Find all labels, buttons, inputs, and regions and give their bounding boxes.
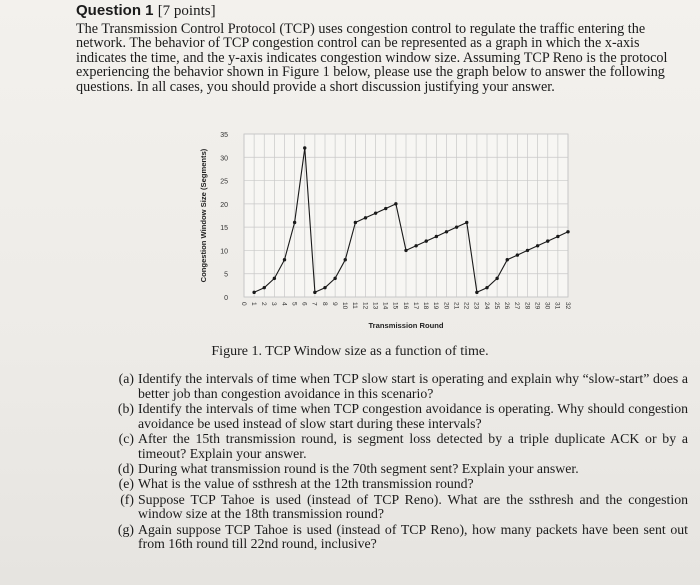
question-text: What is the value of ssthresh at the 12th transmission round? [138,476,474,492]
data-point [526,249,529,252]
question-item [104,402,688,431]
x-tick-label: 17 [411,302,419,310]
data-point [506,258,509,261]
x-tick-label: 26 [503,302,511,310]
question-item [104,432,688,461]
x-tick-label: 16 [401,302,409,310]
data-point [435,235,438,238]
data-point [303,146,306,149]
question-label: (f) [120,491,134,507]
data-point [465,221,468,224]
question-item [104,477,688,492]
data-point [485,286,488,289]
data-point [273,277,276,280]
y-tick-label: 25 [220,178,228,186]
question-points: [7 points] [157,3,216,19]
x-tick-label: 11 [351,302,359,309]
question-text: Suppose TCP Tahoe is used (instead of TCP Reno). What are the ssthresh and the congestion window size at the 18th transmission round? [138,491,688,522]
question-label: (b) [117,400,134,416]
data-point [344,258,347,261]
y-tick-label: 15 [220,225,228,233]
question-title: Question 1 [76,2,154,19]
data-point [364,216,367,219]
question-item [104,493,688,522]
data-point [374,211,377,214]
x-tick-label: 32 [563,302,571,310]
y-axis-title: Congestion Window Size (Segments) [199,148,208,283]
congestion-window-chart [196,120,576,335]
x-tick-label: 2 [260,302,268,306]
x-tick-label: 30 [543,302,551,310]
question-item [104,523,688,552]
question-label: (c) [118,430,134,446]
x-tick-label: 18 [422,302,430,310]
data-point [445,230,448,233]
x-tick-label: 6 [300,302,308,306]
data-point [495,277,498,280]
question-item [104,372,688,401]
data-point [414,244,417,247]
x-tick-label: 15 [391,302,399,310]
y-tick-label: 5 [224,271,228,279]
x-tick-label: 19 [432,302,440,310]
x-tick-label: 12 [361,302,369,310]
question-heading [76,2,216,20]
x-tick-label: 7 [310,302,318,306]
question-intro: The Transmission Control Protocol (TCP) uses congestion control to regulate the traffic entering the network. The behavior of TCP congestion control can be represented as a graph in which the x-axis indicates the time, and the y-axis indicates congestion window size. Assuming TCP Reno is the protocol experiencing the behavior shown in Figure 1 below, please use the graph below to answer the following questions. In all cases, you should provide a short discussion justifying your answer. [76,21,668,95]
x-tick-label: 0 [239,302,247,306]
data-point [394,202,397,205]
question-list [104,372,688,553]
data-point [293,221,296,224]
y-tick-label: 30 [220,155,228,163]
x-tick-label: 4 [280,302,288,306]
data-point [323,286,326,289]
data-point [475,291,478,294]
data-point [313,291,316,294]
x-tick-label: 9 [330,302,338,306]
y-tick-label: 35 [220,132,228,139]
data-point [546,239,549,242]
x-tick-label: 22 [462,302,470,310]
x-tick-label: 31 [553,302,561,310]
x-tick-label: 8 [320,302,328,306]
question-label: (d) [117,460,134,476]
data-point [283,258,286,261]
question-text: After the 15th transmission round, is segment loss detected by a triple duplicate ACK or by a timeout? Explain your answer. [138,430,688,461]
x-tick-label: 13 [371,302,379,310]
data-point [354,221,357,224]
y-tick-label: 0 [224,295,228,302]
data-point [384,207,387,210]
question-text: During what transmission round is the 70th segment sent? Explain your answer. [138,460,579,476]
x-tick-label: 10 [341,302,349,310]
data-point [252,291,255,294]
x-tick-label: 27 [513,302,521,310]
question-text: Identify the intervals of time when TCP congestion avoidance is operating. Why should congestion avoidance be used instead of slow start during these intervals? [138,400,688,431]
x-tick-label: 23 [472,302,480,310]
x-axis-title: Transmission Round [368,321,444,330]
x-tick-label: 28 [523,302,531,310]
question-item [104,462,688,477]
data-point [333,277,336,280]
question-label: (g) [117,521,134,537]
y-tick-label: 20 [220,201,228,209]
data-point [404,249,407,252]
x-tick-label: 20 [442,302,450,310]
x-tick-label: 14 [381,302,389,310]
figure-caption: Figure 1. TCP Window size as a function of time. [211,344,489,359]
data-point [425,239,428,242]
question-text: Again suppose TCP Tahoe is used (instead of TCP Reno), how many packets have been sent out from 16th round till 22nd round, inclusive? [138,521,688,552]
question-text: Identify the intervals of time when TCP slow start is operating and explain why “slow-start” does a better job than congestion avoidance in this scenario? [138,371,688,401]
data-point [263,286,266,289]
x-tick-label: 3 [270,302,278,306]
data-point [566,230,569,233]
question-label: (a) [118,371,134,386]
x-tick-label: 5 [290,302,298,306]
x-tick-label: 29 [533,302,541,310]
data-point [556,235,559,238]
x-tick-label: 25 [492,302,500,310]
x-tick-label: 1 [249,302,257,306]
data-point [536,244,539,247]
question-label: (e) [118,476,134,492]
x-tick-label: 21 [452,302,460,310]
data-point [516,253,519,256]
data-point [455,225,458,228]
x-tick-label: 24 [482,302,490,310]
y-tick-label: 10 [220,248,228,256]
